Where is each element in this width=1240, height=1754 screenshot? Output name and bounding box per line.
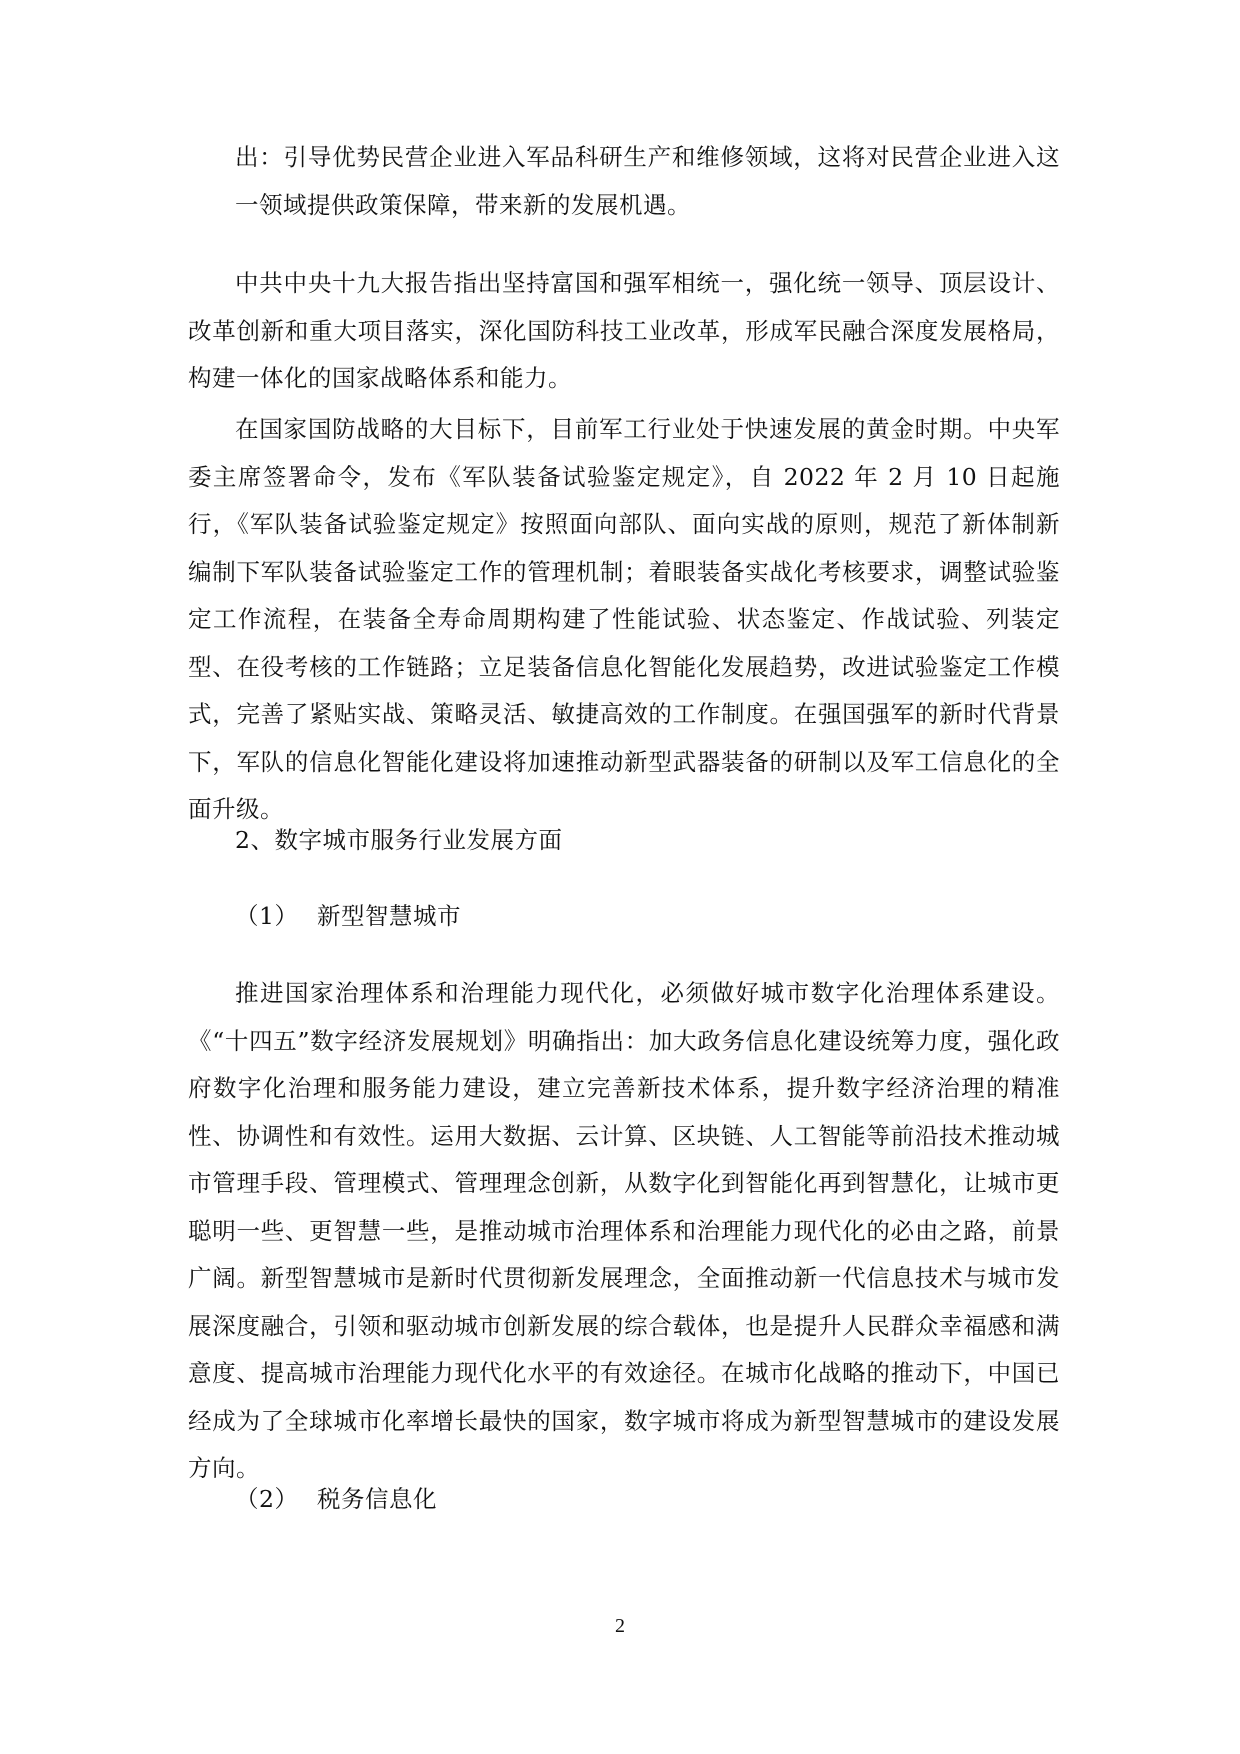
paragraph-nineteenth-congress: 中共中央十九大报告指出坚持富国和强军相统一，强化统一领导、顶层设计、改革创新和重大项目落实，深化国防科技工业改革，形成军民融合深度发展格局，构建一体化的国家战略体系和能力。 <box>188 269 1060 392</box>
page-number: 2 <box>615 1615 625 1637</box>
subsection-number: （1） <box>235 902 299 930</box>
paragraph-defense-strategy: 在国家国防战略的大目标下，目前军工行业处于快速发展的黄金时期。中央军委主席签署命令，发布《军队装备试验鉴定规定》，自 2022 年 2 月 10 日起施行，《军队装备试验鉴定规定》按照面向部队、面向实战的原则，规范了新体制新编制下军队装备试验鉴定工作的管理机制；着眼装备实战化考核要求，调整试验鉴定工作流程，在装备全寿命周期构建了性能试验、状态鉴定、作战试验、列装定型、在役考核的工作链路；立足装备信息化智能化发展趋势，改进试验鉴定工作模式，完善了紧贴实战、策略灵活、敏捷高效的工作制度。在强国强军的新时代背景下，军队的信息化智能化建设将加速推动新型武器装备的研制以及军工信息化的全面升级。 <box>188 415 1060 823</box>
subsection-title: 新型智慧城市 <box>317 902 461 930</box>
subsection-number: （2） <box>235 1485 299 1513</box>
section-heading: 2、数字城市服务行业发展方面 <box>235 826 563 854</box>
subsection-title: 税务信息化 <box>317 1485 437 1513</box>
subsection-heading-2 <box>235 1476 437 1524</box>
subsection-heading-1 <box>235 893 461 941</box>
paragraph-smart-city: 推进国家治理体系和治理能力现代化，必须做好城市数字化治理体系建设。《“十四五”数字经济发展规划》明确指出：加大政务信息化建设统筹力度，强化政府数字化治理和服务能力建设，建立完善新技术体系，提升数字经济治理的精准性、协调性和有效性。运用大数据、云计算、区块链、人工智能等前沿技术推动城市管理手段、管理模式、管理理念创新，从数字化到智能化再到智慧化，让城市更聪明一些、更智慧一些，是推动城市治理体系和治理能力现代化的必由之路，前景广阔。新型智慧城市是新时代贯彻新发展理念，全面推动新一代信息技术与城市发展深度融合，引领和驱动城市创新发展的综合载体，也是提升人民群众幸福感和满意度、提高城市治理能力现代化水平的有效途径。在城市化战略的推动下，中国已经成为了全球城市化率增长最快的国家，数字城市将成为新型智慧城市的建设发展方向。 <box>188 979 1060 1482</box>
paragraph-continuation: 出：引导优势民营企业进入军品科研生产和维修领域，这将对民营企业进入这一领域提供政策保障，带来新的发展机遇。 <box>235 143 1060 219</box>
